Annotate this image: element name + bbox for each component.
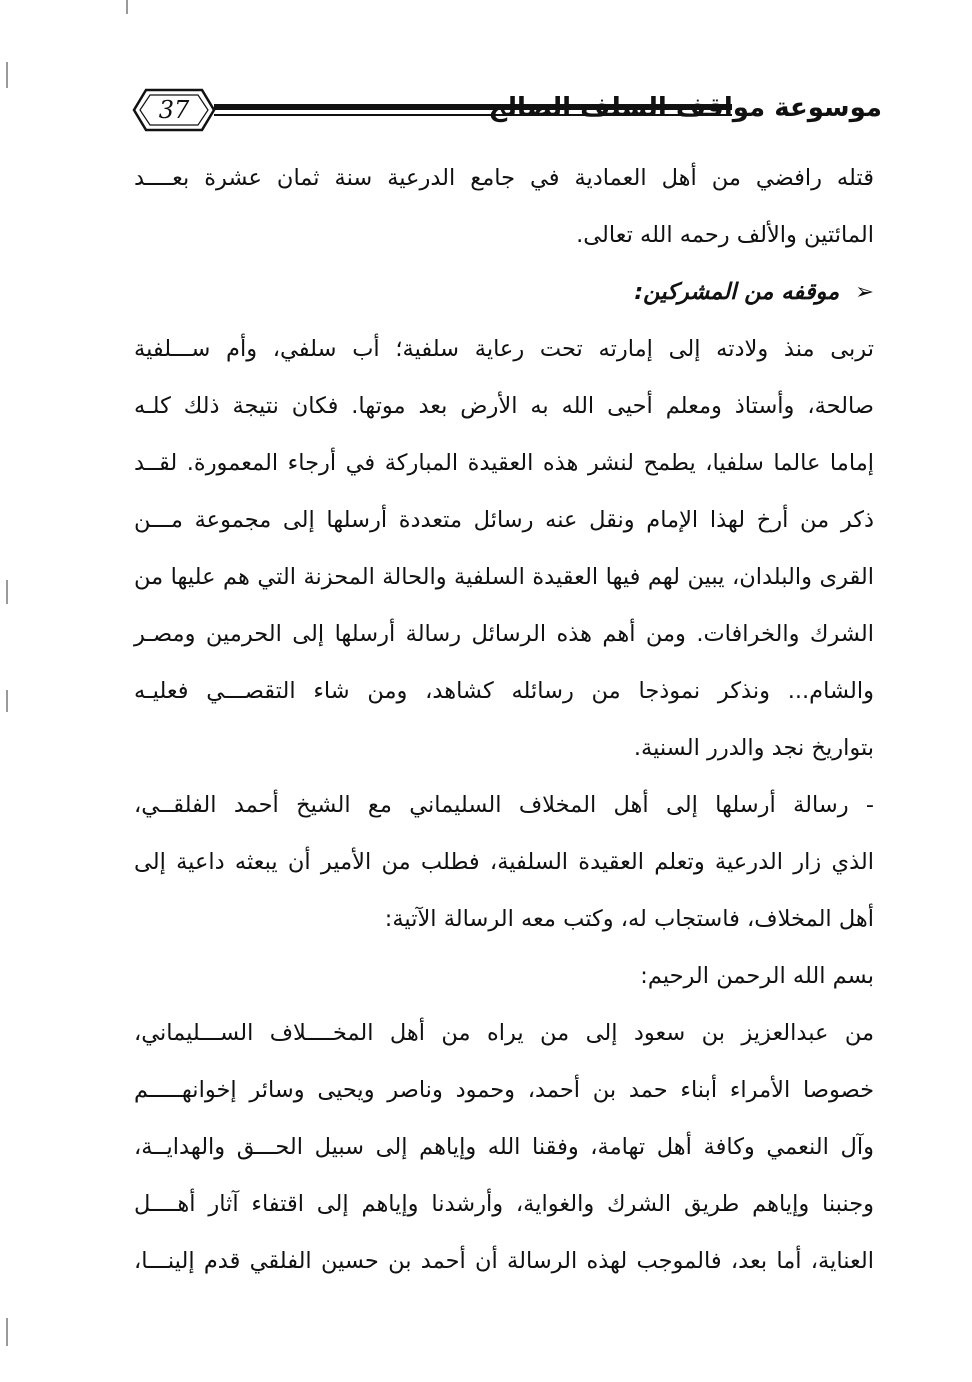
arrow-bullet-icon: ➢ bbox=[855, 279, 874, 305]
text-line: المائتين والألف رحمه الله تعالى. bbox=[576, 222, 874, 248]
page-body bbox=[134, 150, 874, 1290]
scan-artifact bbox=[6, 62, 8, 88]
text-line: - رسالة أرسلها إلى أهل المخلاف السليماني مع الشيخ أحمد الفلقــي، bbox=[134, 792, 874, 818]
text-line: الذي زار الدرعية وتعلم العقيدة السلفية، فطلب من الأمير أن يبعثه داعية إلى bbox=[134, 849, 874, 875]
page-number-badge bbox=[132, 86, 216, 134]
text-line: أهل المخلاف، فاستجاب له، وكتب معه الرسالة الآتية: bbox=[384, 906, 874, 932]
page-number: 37 bbox=[158, 96, 190, 124]
section-heading-text: موقفه من المشركين: bbox=[634, 279, 840, 305]
text-line: وآل النعمي وكافة أهل تهامة، وفقنا الله وإياهم إلى سبيل الحـــق والهدايــة، bbox=[134, 1134, 874, 1160]
text-line: خصوصا الأمراء أبناء حمد بن أحمد، وحمود وناصر ويحيى وسائر إخوانهـــــم bbox=[134, 1077, 874, 1103]
scan-artifact bbox=[126, 0, 128, 14]
scan-artifact bbox=[6, 1318, 8, 1346]
text-line: الشرك والخرافات. ومن أهم هذه الرسائل رسالة أرسلها إلى الحرمين ومصـر bbox=[134, 621, 874, 647]
text-line: بتواريخ نجد والدرر السنية. bbox=[633, 735, 874, 761]
text-line: تربى منذ ولادته إلى إمارته تحت رعاية سلفية؛ أب سلفي، وأم ســـلفية bbox=[134, 336, 874, 362]
text-line: ذكر من أرخ لهذا الإمام ونقل عنه رسائل متعددة أرسلها إلى مجموعة مـــن bbox=[134, 507, 874, 533]
text-line: قتله رافضي من أهل العمادية في جامع الدرعية سنة ثمان عشرة بعــــد bbox=[134, 165, 874, 191]
scan-artifact bbox=[6, 580, 8, 604]
page-header bbox=[122, 78, 882, 148]
text-line: إماما عالما سلفيا، يطمح لنشر هذه العقيدة المباركة في أرجاء المعمورة. لقــد bbox=[134, 450, 874, 476]
scan-artifact bbox=[6, 690, 8, 712]
text-line: وجنبنا وإياهم طريق الشرك والغواية، وأرشدنا وإياهم إلى اقتفاء آثار أهــــل bbox=[134, 1191, 874, 1217]
text-line: والشام... ونذكر نموذجا من رسائله كشاهد، ومن شاء التقصـــي فعليـه bbox=[134, 678, 874, 704]
text-line: من عبدالعزيز بن سعود إلى من يراه من أهل المخــــلاف الســـليماني، bbox=[134, 1020, 874, 1046]
text-line: العناية، أما بعد، فالموجب لهذه الرسالة أن أحمد بن حسين الفلقي قدم إلينـــا، bbox=[134, 1248, 874, 1274]
text-line: القرى والبلدان، يبين لهم فيها العقيدة السلفية والحالة المحزنة التي هم عليها من bbox=[134, 564, 874, 590]
basmala: بسم الله الرحمن الرحيم: bbox=[640, 963, 874, 989]
section-heading bbox=[134, 264, 874, 321]
series-title: موسوعة مواقف السلف الصالح bbox=[488, 93, 882, 123]
text-line: صالحة، وأستاذ ومعلم أحيى الله به الأرض بعد موتها. فكان نتيجة ذلك كلـه bbox=[134, 393, 874, 419]
